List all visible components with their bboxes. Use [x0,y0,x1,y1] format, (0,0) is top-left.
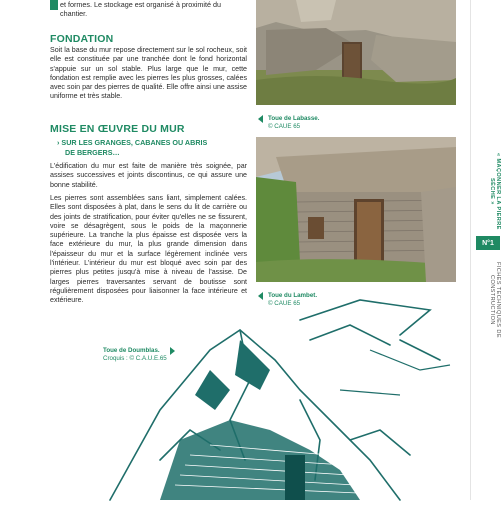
sidebar [470,0,500,500]
caption-sketch-title: Toue de Doumblas. [103,347,160,354]
caption-photo-1-credit: © CAUE 65 [268,123,301,130]
photo-toue-du-lambet [256,137,456,282]
subheading-line-2: DE BERGERS… [65,148,120,157]
arrow-bullet-icon: › [57,138,60,147]
sheet-number-badge: N°1 [476,236,500,250]
sidebar-collection-title: FICHES TECHNIQUES DE CONSTRUCTION [489,262,501,338]
subheading [57,138,247,158]
caption-sketch [103,347,167,363]
photo-toue-de-labasse [256,0,456,105]
top-green-marker [50,0,58,10]
section-heading-fondation: FONDATION [50,33,114,45]
caption-photo-2-title: Toue du Lambet. [268,292,318,299]
mise-paragraph-2: Les pierres sont assemblées sans liant, simplement calées. Elles sont disposées à plat, dans le sens du lit de carrière ou des joints de stratification, pour éviter qu'elles ne se fissurent, voire se désagrègent, sous le poids de la maçonnerie supérieure. La tranche la plus épaisse est disposée vers la face extérieure du mur, la plus grande dimension dans l'épaisseur du mur et la surface légèrement inclinée vers l'intérieur. L'intérieur du mur est bloqué avec soin par des pierres plus petites jusqu'à mise à niveau de l'assise. De larges pierres traversantes servant de boutisse sont régulièrement disposées pour liaisonner la face intérieure et extérieure. [50,194,247,305]
subheading-line-1: SUR LES GRANGES, CABANES OU ABRIS [61,138,208,147]
sketch-toue-de-doumblas [100,280,470,500]
caption-photo-1-title: Toue de Labasse. [268,115,320,122]
section-heading-mise-en-oeuvre: MISE EN ŒUVRE DU MUR [50,123,185,135]
intro-text: et formes. Le stockage est organisé à proximité du chantier. [60,0,222,19]
caption-sketch-credit: Croquis : © C.A.U.E.65 [103,355,167,362]
caption-photo-2-credit: © CAUE 65 [268,300,301,307]
caption-photo-1 [268,115,319,131]
caption-arrow-icon [258,115,263,123]
fondation-paragraph: Soit la base du mur repose directement sur le sol rocheux, soit elle est constituée par une tranchée dont le fond horizontal s'appuie sur un sol stable. Plus large que le mur, cette fondation est remplie avec les pierres les plus grosses, calées avec soin par des pierres de qualité. Elle offre ainsi une assise uniforme et très stable. [50,46,247,101]
sidebar-series-title: « MAÇONNER LA PIERRE SÈCHE » [489,152,501,230]
caption-arrow-icon [170,347,175,355]
mise-paragraph-1: L'édification du mur est faite de manière très soignée, par assises successives et joints discontinus, ce qui assure une bonne stabilité. [50,162,247,189]
